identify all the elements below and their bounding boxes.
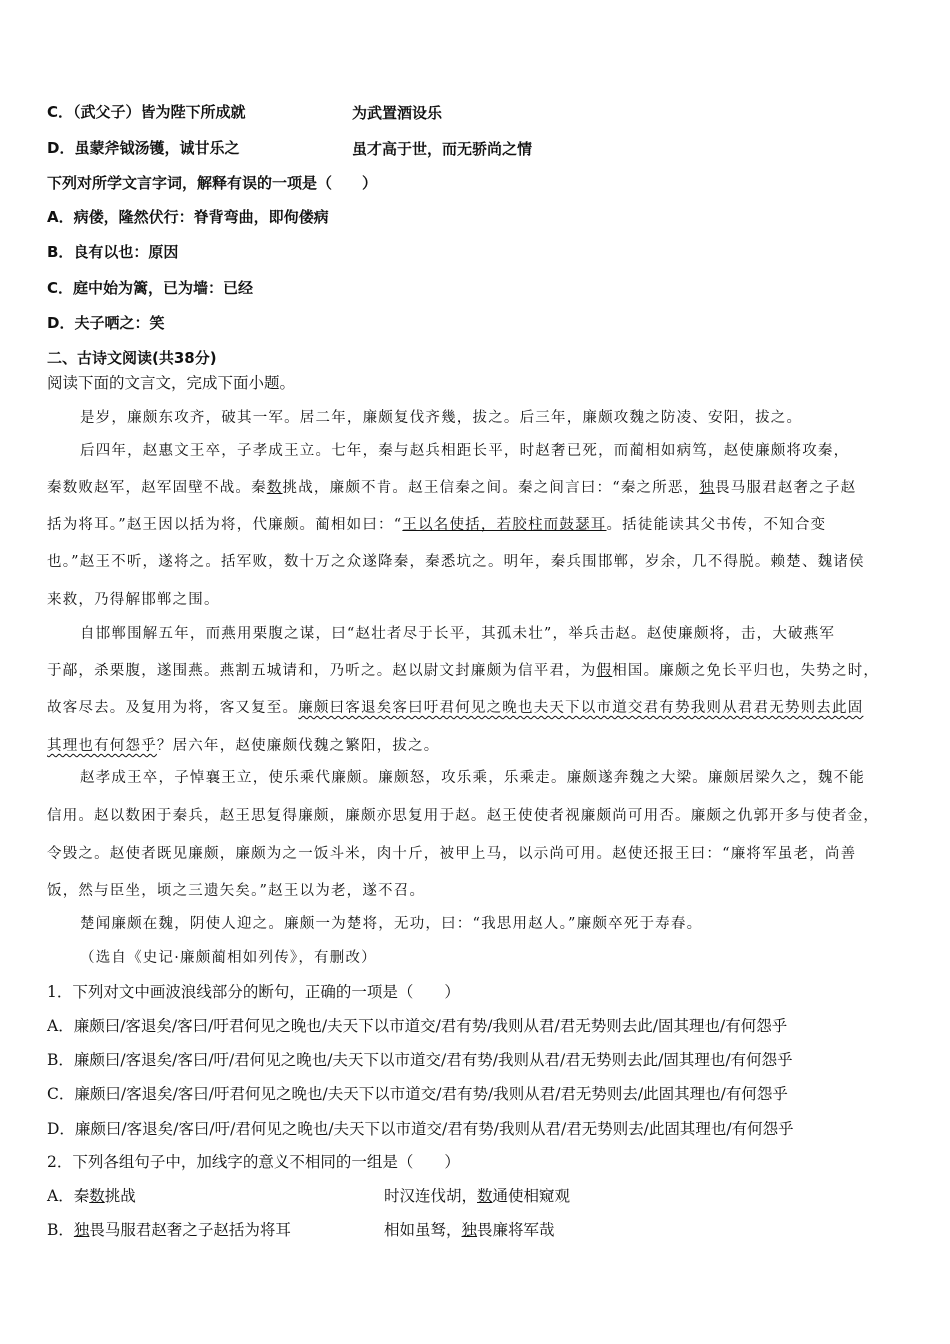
q1-stem: 1．下列对文中画波浪线部分的断句，正确的一项是（ ） xyxy=(47,983,460,1001)
vocab-option-b: B．良有以也：原因 xyxy=(47,243,179,261)
underlined-word: 数 xyxy=(477,1187,493,1205)
passage-p5: 楚闻廉颇在魏，阴使人迎之。廉颇一为楚将，无功，曰：“我思用赵人。”廉颇卒死于寿春。 xyxy=(80,916,703,932)
q2-option-b-right: 相如虽驽，独畏廉将军哉 xyxy=(384,1221,555,1239)
underlined-word: 独 xyxy=(73,1221,90,1239)
option-c-right: 为武置酒设乐 xyxy=(352,104,443,122)
q1-option-a: A．廉颇曰/客退矣/客曰/吁君何见之晚也/夫天下以市道交/君有势/我则从君/君无势则去此/固其理也/有何怨乎 xyxy=(47,1017,788,1035)
wavy-underlined-text: 廉颇曰客退矣客曰吁君何见之晚也夫天下以市道交君有势我则从君君无势则去此固 xyxy=(298,700,864,716)
option-d-right: 虽才高于世，而无骄尚之情 xyxy=(352,140,533,158)
vocab-question-stem: 下列对所学文言字词，解释有误的一项是（ ） xyxy=(47,174,378,192)
wavy-underlined-text: 其理也有何怨乎 xyxy=(47,738,157,754)
q2-option-a-left: A．秦数挑战 xyxy=(47,1187,136,1205)
passage-p2-line5: 来救，乃得解邯郸之围。 xyxy=(47,592,220,608)
passage-p4-line3: 令毁之。赵使者既见廉颇，廉颇为之一饭斗米，肉十斤，被甲上马，以示尚可用。赵使还报王曰：“廉将军虽老，尚善 xyxy=(47,846,857,862)
passage-p4-line2: 信用。赵以数困于秦兵，赵王思复得廉颇，廉颇亦思复用于赵。赵王使使者视廉颇尚可用否。廉颇之仇郭开多与使者金， xyxy=(47,808,880,824)
underlined-sentence: 王以名使括，若胶柱而鼓瑟耳 xyxy=(402,517,607,533)
underlined-word: 数 xyxy=(89,1187,105,1205)
passage-p3-line1: 自邯郸围解五年，而燕用栗腹之谋，曰“赵壮者尽于长平，其孤未壮”，举兵击赵。赵使廉颇将，击，大破燕军 xyxy=(80,626,836,642)
underlined-word: 数 xyxy=(266,480,283,496)
passage-p4-line4: 饭，然与臣坐，顷之三遗矢矣。”赵王以为老，遂不召。 xyxy=(47,883,426,899)
underlined-word: 假 xyxy=(596,663,613,679)
q2-option-a-right: 时汉连伐胡，数通使相窥观 xyxy=(384,1187,571,1205)
section-title: 二、古诗文阅读(共38分) xyxy=(47,349,217,367)
passage-p2-line3: 括为将耳。”赵王因以括为将，代廉颇。蔺相如曰：“王以名使括，若胶柱而鼓瑟耳。括徒能读其父书传，不知合变 xyxy=(47,517,827,533)
passage-p3-line3: 故客尽去。及复用为将，客又复至。廉颇曰客退矣客曰吁君何见之晚也夫天下以市道交君有势我则从君君无势则去此固 xyxy=(47,700,864,716)
passage-p2-line1: 后四年，赵惠文王卒，子孝成王立。七年，秦与赵兵相距长平，时赵奢已死，而蔺相如病笃，赵使廉颇将攻秦， xyxy=(80,443,850,459)
passage-p3-line4: 其理也有何怨乎？居六年，赵使廉颇伐魏之繁阳，拔之。 xyxy=(47,738,440,754)
q1-option-c: C．廉颇曰/客退矣/客曰/吁君何见之晚也/夫天下以市道交/君有势/我则从君/君无势则去/此固其理也/有何怨乎 xyxy=(47,1085,788,1103)
section-intro: 阅读下面的文言文，完成下面小题。 xyxy=(47,374,296,392)
passage-p3-line2: 于鄗，杀栗腹，遂围燕。燕割五城请和，乃听之。赵以尉文封廉颇为信平君，为假相国。廉颇之免长平归也，失势之时， xyxy=(47,663,880,679)
option-c-left: C．（武父子）皆为陛下所成就 xyxy=(47,103,246,121)
passage-source: （选自《史记·廉颇蔺相如列传》，有删改） xyxy=(80,950,377,966)
vocab-option-c: C．庭中始为篱，已为墙：已经 xyxy=(47,279,254,297)
vocab-option-d: D．夫子哂之：笑 xyxy=(47,314,165,332)
passage-p4-line1: 赵孝成王卒，子悼襄王立，使乐乘代廉颇。廉颇怒，攻乐乘，乐乘走。廉颇遂奔魏之大梁。廉颇居梁久之，魏不能 xyxy=(80,770,865,786)
passage-p2-line2: 秦数败赵军，赵军固壁不战。秦数挑战，廉颇不肯。赵王信秦之间。秦之间言曰：“秦之所恶，独畏马服君赵奢之子赵 xyxy=(47,480,857,496)
underlined-word: 独 xyxy=(699,480,716,496)
q2-stem: 2．下列各组句子中，加线字的意义不相同的一组是（ ） xyxy=(47,1153,460,1171)
q2-option-b-left: B．独畏马服君赵奢之子赵括为将耳 xyxy=(47,1221,291,1239)
vocab-option-a: A．病偻，隆然伏行：脊背弯曲，即佝偻病 xyxy=(47,208,329,226)
passage-p1: 是岁，廉颇东攻齐，破其一军。居二年，廉颇复伐齐幾，拔之。后三年，廉颇攻魏之防凌、安阳，拔之。 xyxy=(80,410,803,426)
q1-option-b: B．廉颇曰/客退矣/客曰/吁/君何见之晚也/夫天下以市道交/君有势/我则从君/君无势则去此/固其理也/有何怨乎 xyxy=(47,1051,793,1069)
passage-p2-line4: 也。”赵王不听，遂将之。括军败，数十万之众遂降秦，秦悉坑之。明年，秦兵围邯郸，岁余，几不得脱。赖楚、魏诸侯 xyxy=(47,554,865,570)
underlined-word: 独 xyxy=(461,1221,478,1239)
option-d-left: D．虽蒙斧钺汤镬，诚甘乐之 xyxy=(47,139,240,157)
q1-option-d: D．廉颇曰/客退矣/客曰/吁/君何见之晚也/夫天下以市道交/君有势/我则从君/君无势则去/此固其理也/有何怨乎 xyxy=(47,1120,794,1138)
